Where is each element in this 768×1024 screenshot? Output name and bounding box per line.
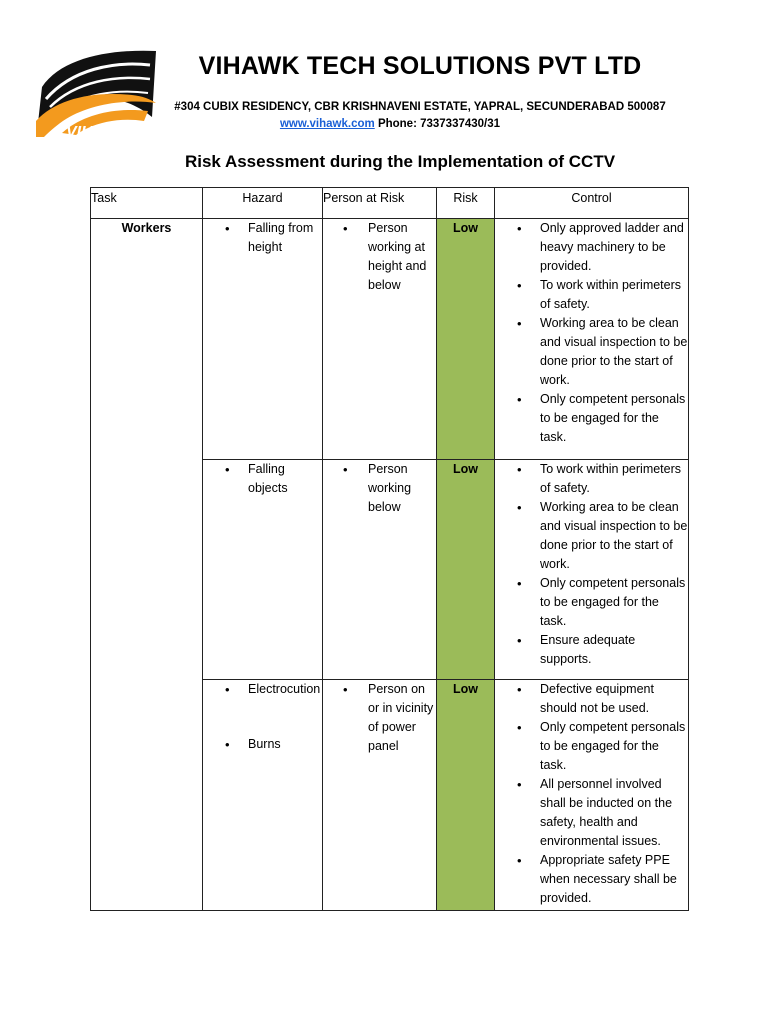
risk-level-cell: Low [437,219,495,460]
risk-level-cell: Low [437,460,495,680]
risk-assessment-table [90,187,689,911]
control-item: • All personnel involved shall be inducted on the safety, health and environmental issues. [495,775,688,851]
control-item: • Only competent personals to be engaged for the task. [495,718,688,775]
table-row [91,219,689,460]
control-item: • Only competent personals to be engaged for the task. [495,574,688,631]
control-item: • Only competent personals to be engaged for the task. [495,390,688,447]
risk-level-cell: Low [437,680,495,911]
website-link[interactable]: www.vihawk.com [279,118,375,130]
company-logo [32,47,160,139]
task-cell: Workers [91,219,203,911]
header-risk: Risk [437,188,495,219]
document-title: Risk Assessment during the Implementation of CCTV [184,152,616,171]
hazard-cell [203,680,323,911]
control-item: • To work within perimeters of safety. [495,460,688,498]
header-control: Control [495,188,689,219]
control-item: • Working area to be clean and visual inspection to be done prior to the start of work. [495,314,688,390]
hazard-item: • Falling from height [203,219,322,257]
phone-number: Phone: 7337337430/31 [377,118,501,130]
hazard-item: • Burns [203,735,322,754]
person-at-risk-cell [323,680,437,911]
header-task: Task [91,188,203,219]
person-item: • Person working below [323,460,436,517]
control-item: • Defective equipment should not be used. [495,680,688,718]
hazard-cell [203,219,323,460]
control-item: • Only approved ladder and heavy machinery to be provided. [495,219,688,276]
control-item: • Appropriate safety PPE when necessary shall be provided. [495,851,688,908]
hazard-item: • Electrocution [203,680,322,699]
control-cell [495,460,689,680]
contact-line [160,116,620,132]
hazard-item: • Falling objects [203,460,322,498]
control-item: • Ensure adequate supports. [495,631,688,669]
hazard-cell [203,460,323,680]
control-item: • Working area to be clean and visual inspection to be done prior to the start of work. [495,498,688,574]
company-name: VIHAWK TECH SOLUTIONS PVT LTD [198,52,642,80]
vihawk-logo-icon [32,47,160,139]
person-item: • Person working at height and below [323,219,436,295]
svg-text:VIHAWK: VIHAWK [66,124,130,139]
control-cell [495,680,689,911]
person-item: • Person on or in vicinity of power panel [323,680,436,756]
person-at-risk-cell [323,219,437,460]
table-header-row [91,188,689,219]
control-cell [495,219,689,460]
person-at-risk-cell [323,460,437,680]
company-address: #304 CUBIX RESIDENCY, CBR KRISHNAVENI ESTATE, YAPRAL, SECUNDERABAD 500087 [174,101,666,113]
header-person-at-risk: Person at Risk [323,188,437,219]
header-hazard: Hazard [203,188,323,219]
control-item: • To work within perimeters of safety. [495,276,688,314]
